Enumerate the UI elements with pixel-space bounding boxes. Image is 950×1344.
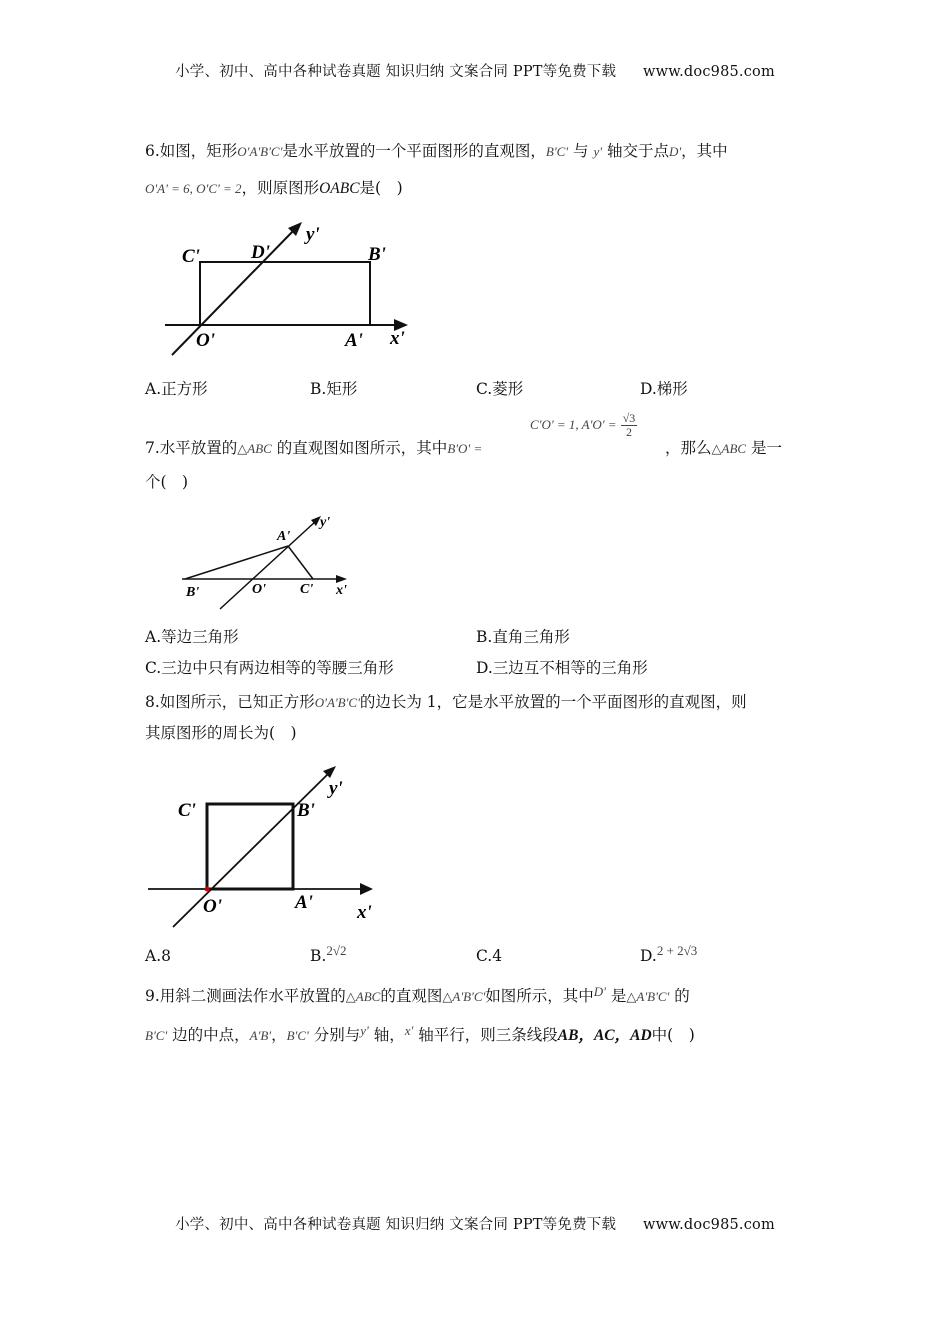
q6-option-c[interactable]: C.菱形 [476, 380, 524, 398]
header-text: 小学、初中、高中各种试卷真题 知识归纳 文案合同 PPT等免费下载 [175, 64, 617, 80]
q6-text: 与 [573, 142, 589, 160]
q6-label-x: x' [390, 328, 405, 349]
q9-segment: B'C' [145, 1028, 168, 1043]
q6-label-b: B' [368, 244, 386, 265]
q9-text: 的直观图 [380, 987, 443, 1005]
q6-option-a[interactable]: A.正方形 [145, 380, 208, 398]
q7-side-ab [185, 546, 288, 579]
q9-axis: x' [404, 1023, 414, 1038]
q8-line1 [145, 690, 747, 712]
footer-site-link[interactable]: www.doc985.com [642, 1217, 775, 1233]
q7-text: ，那么 [665, 439, 712, 457]
q8-option-c[interactable]: C.4 [476, 947, 503, 965]
q6-point: D' [668, 144, 682, 159]
q8-option-d[interactable] [640, 943, 698, 965]
q9-text: 分别与 [313, 1026, 361, 1044]
q8-square [207, 804, 293, 889]
q9-text: 的 [674, 987, 690, 1005]
q6-option-d[interactable]: D.梯形 [640, 380, 688, 398]
q7-x-arrow [336, 575, 347, 583]
q7-text: 是一 [751, 439, 783, 457]
q8-option-d-value: 2 + 2√3 [656, 943, 698, 958]
q9-text: 边的中点， [172, 1026, 250, 1044]
q8-label-x: x' [357, 902, 372, 923]
q6-text: ，其中 [681, 142, 728, 160]
q7-fraction [621, 412, 638, 439]
q9-triangle: △ABC [345, 989, 381, 1004]
q7-figure [180, 508, 360, 603]
q9-text: 中( ) [651, 1026, 695, 1044]
q8-option-d-label: D. [640, 947, 657, 965]
q9-text: 轴， [373, 1026, 405, 1044]
q8-text: 的边长为 1，它是水平放置的一个平面图形的直观图，则 [359, 693, 747, 711]
q7-label-y: y' [320, 515, 331, 530]
q6-text: 6.如图，矩形 [145, 142, 238, 160]
q9-segment: B'C' [286, 1028, 309, 1043]
q6-option-b[interactable]: B.矩形 [310, 380, 358, 398]
q7-side-ac [288, 546, 313, 579]
q7-label-c: C' [300, 582, 314, 597]
q8-x-arrow [360, 883, 373, 895]
q7-label-o: O' [252, 582, 266, 597]
q6-label-d: D' [251, 242, 270, 263]
page-header [0, 60, 950, 81]
q9-axis: y' [360, 1023, 369, 1038]
q8-label-o: O' [203, 896, 222, 917]
q7-condition: B'O' = [447, 441, 483, 456]
q7-line1 [145, 436, 482, 458]
q8-origin-dot [205, 887, 210, 892]
q7-triangle: △ABC [237, 441, 272, 456]
q7-line2: 个( ) [145, 473, 189, 491]
q8-option-b-value: 2√2 [326, 943, 347, 958]
q9-line2 [145, 1023, 695, 1045]
q6-text: ，则原图形 [241, 179, 320, 197]
q7-text: 7.水平放置的 [145, 439, 238, 457]
q7-label-a: A' [277, 529, 291, 544]
header-site-link[interactable]: www.doc985.com [642, 64, 775, 80]
q7-label-b: B' [186, 585, 200, 600]
q6-axis: y' [593, 144, 603, 159]
q8-label-b: B' [297, 800, 315, 821]
q6-rectangle [200, 262, 370, 325]
q8-label-a: A' [295, 892, 313, 913]
q8-option-b[interactable] [310, 943, 347, 965]
q9-segment: A'B' [249, 1028, 272, 1043]
q9-text: 如图所示，其中 [485, 987, 594, 1005]
q7-option-d[interactable]: D.三边互不相等的三角形 [476, 659, 648, 677]
q6-segment: B'C' [545, 144, 569, 159]
q7-option-b[interactable]: B.直角三角形 [476, 628, 570, 646]
q6-text: 轴交于点 [606, 142, 669, 160]
q9-text: ， [271, 1026, 287, 1044]
q6-text: 是水平放置的一个平面图形的直观图， [282, 142, 546, 160]
q9-text: 9.用斜二测画法作水平放置的 [145, 987, 346, 1005]
q6-condition: O'A' = 6, O'C' = 2 [145, 181, 242, 196]
q8-option-a[interactable]: A.8 [145, 947, 171, 965]
q8-text: 8.如图所示，已知正方形 [145, 693, 315, 711]
q8-option-b-label: B. [310, 947, 327, 965]
q7-option-a[interactable]: A.等边三角形 [145, 628, 239, 646]
q9-triangle: △A'B'C' [442, 989, 486, 1004]
q7-condition-line [530, 412, 637, 439]
q6-shape-name: OABC [319, 180, 360, 197]
q7-triangle: △ABC [711, 441, 747, 456]
q6-text: 是( ) [359, 179, 403, 197]
q9-segments: AB，AC，AD [557, 1027, 652, 1044]
q6-label-c: C' [182, 246, 200, 267]
q6-label-o: O' [196, 330, 215, 351]
q7-line1-end [665, 436, 782, 458]
q8-figure [145, 762, 385, 932]
q7-frac-num: √3 [622, 411, 636, 425]
footer-text: 小学、初中、高中各种试卷真题 知识归纳 文案合同 PPT等免费下载 [175, 1217, 617, 1233]
q9-text: 轴平行，则三条线段 [418, 1026, 558, 1044]
q6-line2 [145, 176, 403, 198]
q9-triangle: △A'B'C' [626, 989, 670, 1004]
q8-label-y: y' [329, 778, 343, 799]
page-footer [0, 1213, 950, 1234]
q6-figure [160, 218, 420, 358]
q7-text: 的直观图如图所示，其中 [276, 439, 448, 457]
q7-option-c[interactable]: C.三边中只有两边相等的等腰三角形 [145, 659, 394, 677]
q8-square-name: O'A'B'C' [314, 695, 360, 710]
q8-label-c: C' [178, 800, 196, 821]
q7-condition: C'O' = 1, A'O' = [530, 417, 617, 432]
q6-label-y: y' [306, 224, 320, 245]
q9-point: D' [593, 984, 606, 999]
q6-line1 [145, 139, 728, 161]
q6-label-a: A' [345, 330, 363, 351]
q7-label-x: x' [336, 583, 347, 598]
q8-line2: 其原图形的周长为( ) [145, 724, 297, 742]
q7-frac-den: 2 [626, 425, 633, 439]
q9-text: 是 [610, 987, 627, 1005]
q6-rect-name: O'A'B'C' [237, 144, 283, 159]
q9-line1 [145, 984, 690, 1006]
